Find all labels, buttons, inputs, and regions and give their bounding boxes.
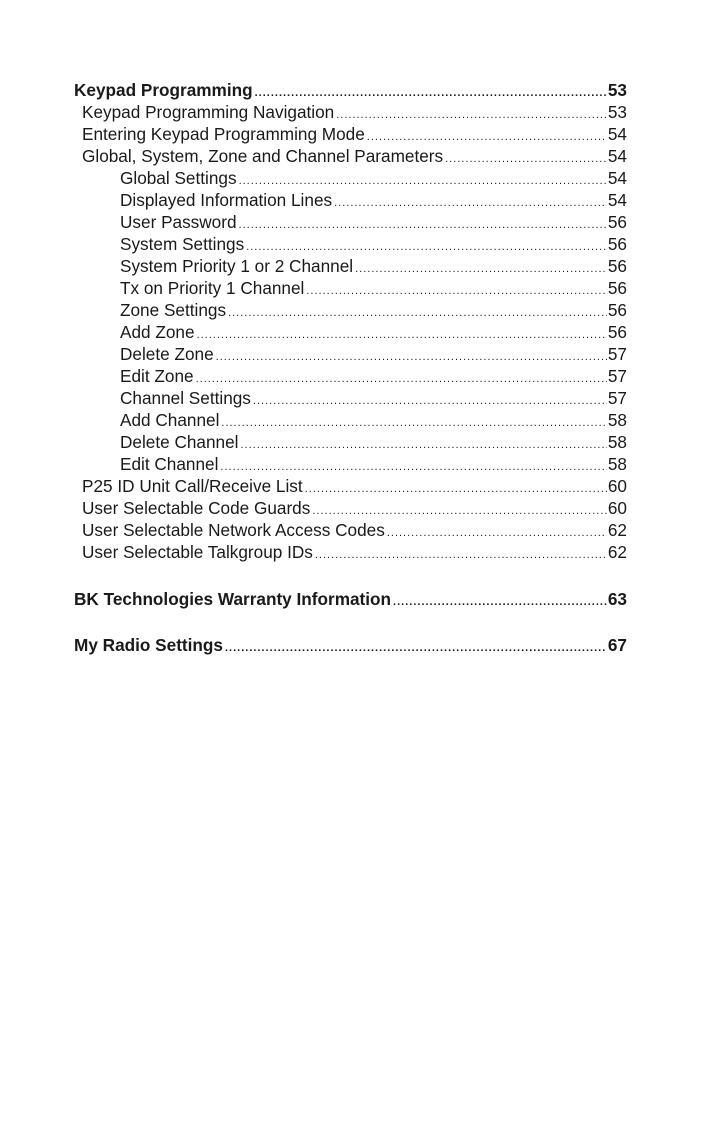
dot-leader <box>355 258 607 280</box>
toc-entry-page: 56 <box>607 300 627 320</box>
toc-entry-page: 63 <box>607 589 627 609</box>
toc-entry-label: Channel Settings <box>120 388 251 408</box>
toc-entry-edit-zone[interactable] <box>74 365 627 387</box>
toc-entry-user-selectable-code-guards[interactable] <box>74 497 627 519</box>
toc-entry-page: 58 <box>607 410 627 430</box>
dot-leader <box>225 637 607 659</box>
toc-entry-page: 58 <box>607 454 627 474</box>
dot-leader <box>221 412 606 434</box>
toc-entry-label: Zone Settings <box>120 300 227 320</box>
dot-leader <box>393 591 607 613</box>
dot-leader <box>445 148 607 170</box>
toc-entry-global-system-zone-channel-parameters[interactable] <box>74 145 627 167</box>
toc-entry-user-password[interactable] <box>74 211 627 233</box>
toc-entry-user-selectable-network-access-codes[interactable] <box>74 519 627 541</box>
toc-entry-label: Edit Channel <box>120 454 219 474</box>
toc-entry-label: BK Technologies Warranty Information <box>74 589 392 609</box>
toc-entry-add-zone[interactable] <box>74 321 627 343</box>
table-of-contents <box>74 79 627 656</box>
dot-leader <box>239 214 607 236</box>
dot-leader <box>216 346 607 368</box>
toc-entry-channel-settings[interactable] <box>74 387 627 409</box>
toc-entry-page: 60 <box>607 498 627 518</box>
toc-entry-label: User Password <box>120 212 237 232</box>
toc-entry-page: 54 <box>607 124 627 144</box>
toc-entry-label: Keypad Programming <box>74 80 253 100</box>
toc-entry-label: Add Channel <box>120 410 220 430</box>
toc-entry-label: Delete Channel <box>120 432 239 452</box>
toc-entry-label: Entering Keypad Programming Mode <box>82 124 365 144</box>
toc-entry-page: 56 <box>607 278 627 298</box>
toc-entry-page: 67 <box>607 635 627 655</box>
toc-entry-page: 53 <box>607 80 627 100</box>
toc-entry-zone-settings[interactable] <box>74 299 627 321</box>
toc-entry-keypad-programming[interactable] <box>74 79 627 101</box>
toc-entry-keypad-programming-navigation[interactable] <box>74 101 627 123</box>
toc-entry-label: Delete Zone <box>120 344 214 364</box>
toc-entry-bk-technologies-warranty-information[interactable] <box>74 588 627 610</box>
dot-leader <box>334 192 607 214</box>
toc-entry-page: 56 <box>607 234 627 254</box>
toc-entry-displayed-information-lines[interactable] <box>74 189 627 211</box>
toc-entry-label: My Radio Settings <box>74 635 223 655</box>
toc-entry-page: 62 <box>607 520 627 540</box>
toc-entry-page: 57 <box>607 366 627 386</box>
toc-entry-label: Add Zone <box>120 322 195 342</box>
toc-entry-entering-keypad-programming-mode[interactable] <box>74 123 627 145</box>
dot-leader <box>253 390 607 412</box>
toc-entry-label: Tx on Priority 1 Channel <box>120 278 305 298</box>
toc-entry-label: System Priority 1 or 2 Channel <box>120 256 354 276</box>
toc-entry-page: 60 <box>607 476 627 496</box>
toc-entry-page: 57 <box>607 388 627 408</box>
toc-entry-page: 57 <box>607 344 627 364</box>
toc-entry-add-channel[interactable] <box>74 409 627 431</box>
toc-entry-label: User Selectable Network Access Codes <box>82 520 385 540</box>
toc-entry-page: 56 <box>607 212 627 232</box>
dot-leader <box>336 104 607 126</box>
toc-entry-label: P25 ID Unit Call/Receive List <box>82 476 303 496</box>
toc-entry-tx-on-priority-1-channel[interactable] <box>74 277 627 299</box>
toc-entry-system-priority-channel[interactable] <box>74 255 627 277</box>
dot-leader <box>305 478 607 500</box>
toc-entry-label: Global Settings <box>120 168 237 188</box>
toc-entry-edit-channel[interactable] <box>74 453 627 475</box>
toc-entry-label: Displayed Information Lines <box>120 190 333 210</box>
toc-entry-label: User Selectable Talkgroup IDs <box>82 542 313 562</box>
toc-entry-page: 56 <box>607 322 627 342</box>
toc-entry-label: Edit Zone <box>120 366 194 386</box>
toc-entry-page: 54 <box>607 146 627 166</box>
toc-entry-label: Keypad Programming Navigation <box>82 102 335 122</box>
dot-leader <box>240 434 606 456</box>
toc-entry-label: User Selectable Code Guards <box>82 498 311 518</box>
toc-entry-page: 62 <box>607 542 627 562</box>
toc-entry-system-settings[interactable] <box>74 233 627 255</box>
toc-entry-p25-id-unit-call-receive-list[interactable] <box>74 475 627 497</box>
toc-entry-global-settings[interactable] <box>74 167 627 189</box>
toc-entry-page: 56 <box>607 256 627 276</box>
toc-entry-delete-zone[interactable] <box>74 343 627 365</box>
toc-entry-user-selectable-talkgroup-ids[interactable] <box>74 541 627 563</box>
toc-entry-page: 58 <box>607 432 627 452</box>
toc-entry-page: 54 <box>607 168 627 188</box>
dot-leader <box>197 324 607 346</box>
toc-entry-my-radio-settings[interactable] <box>74 634 627 656</box>
dot-leader <box>306 280 607 302</box>
dot-leader <box>228 302 607 324</box>
dot-leader <box>315 544 607 566</box>
dot-leader <box>196 368 607 390</box>
toc-entry-page: 53 <box>607 102 627 122</box>
toc-entry-label: Global, System, Zone and Channel Parameters <box>82 146 444 166</box>
toc-entry-label: System Settings <box>120 234 245 254</box>
dot-leader <box>387 522 607 544</box>
toc-entry-delete-channel[interactable] <box>74 431 627 453</box>
toc-entry-page: 54 <box>607 190 627 210</box>
